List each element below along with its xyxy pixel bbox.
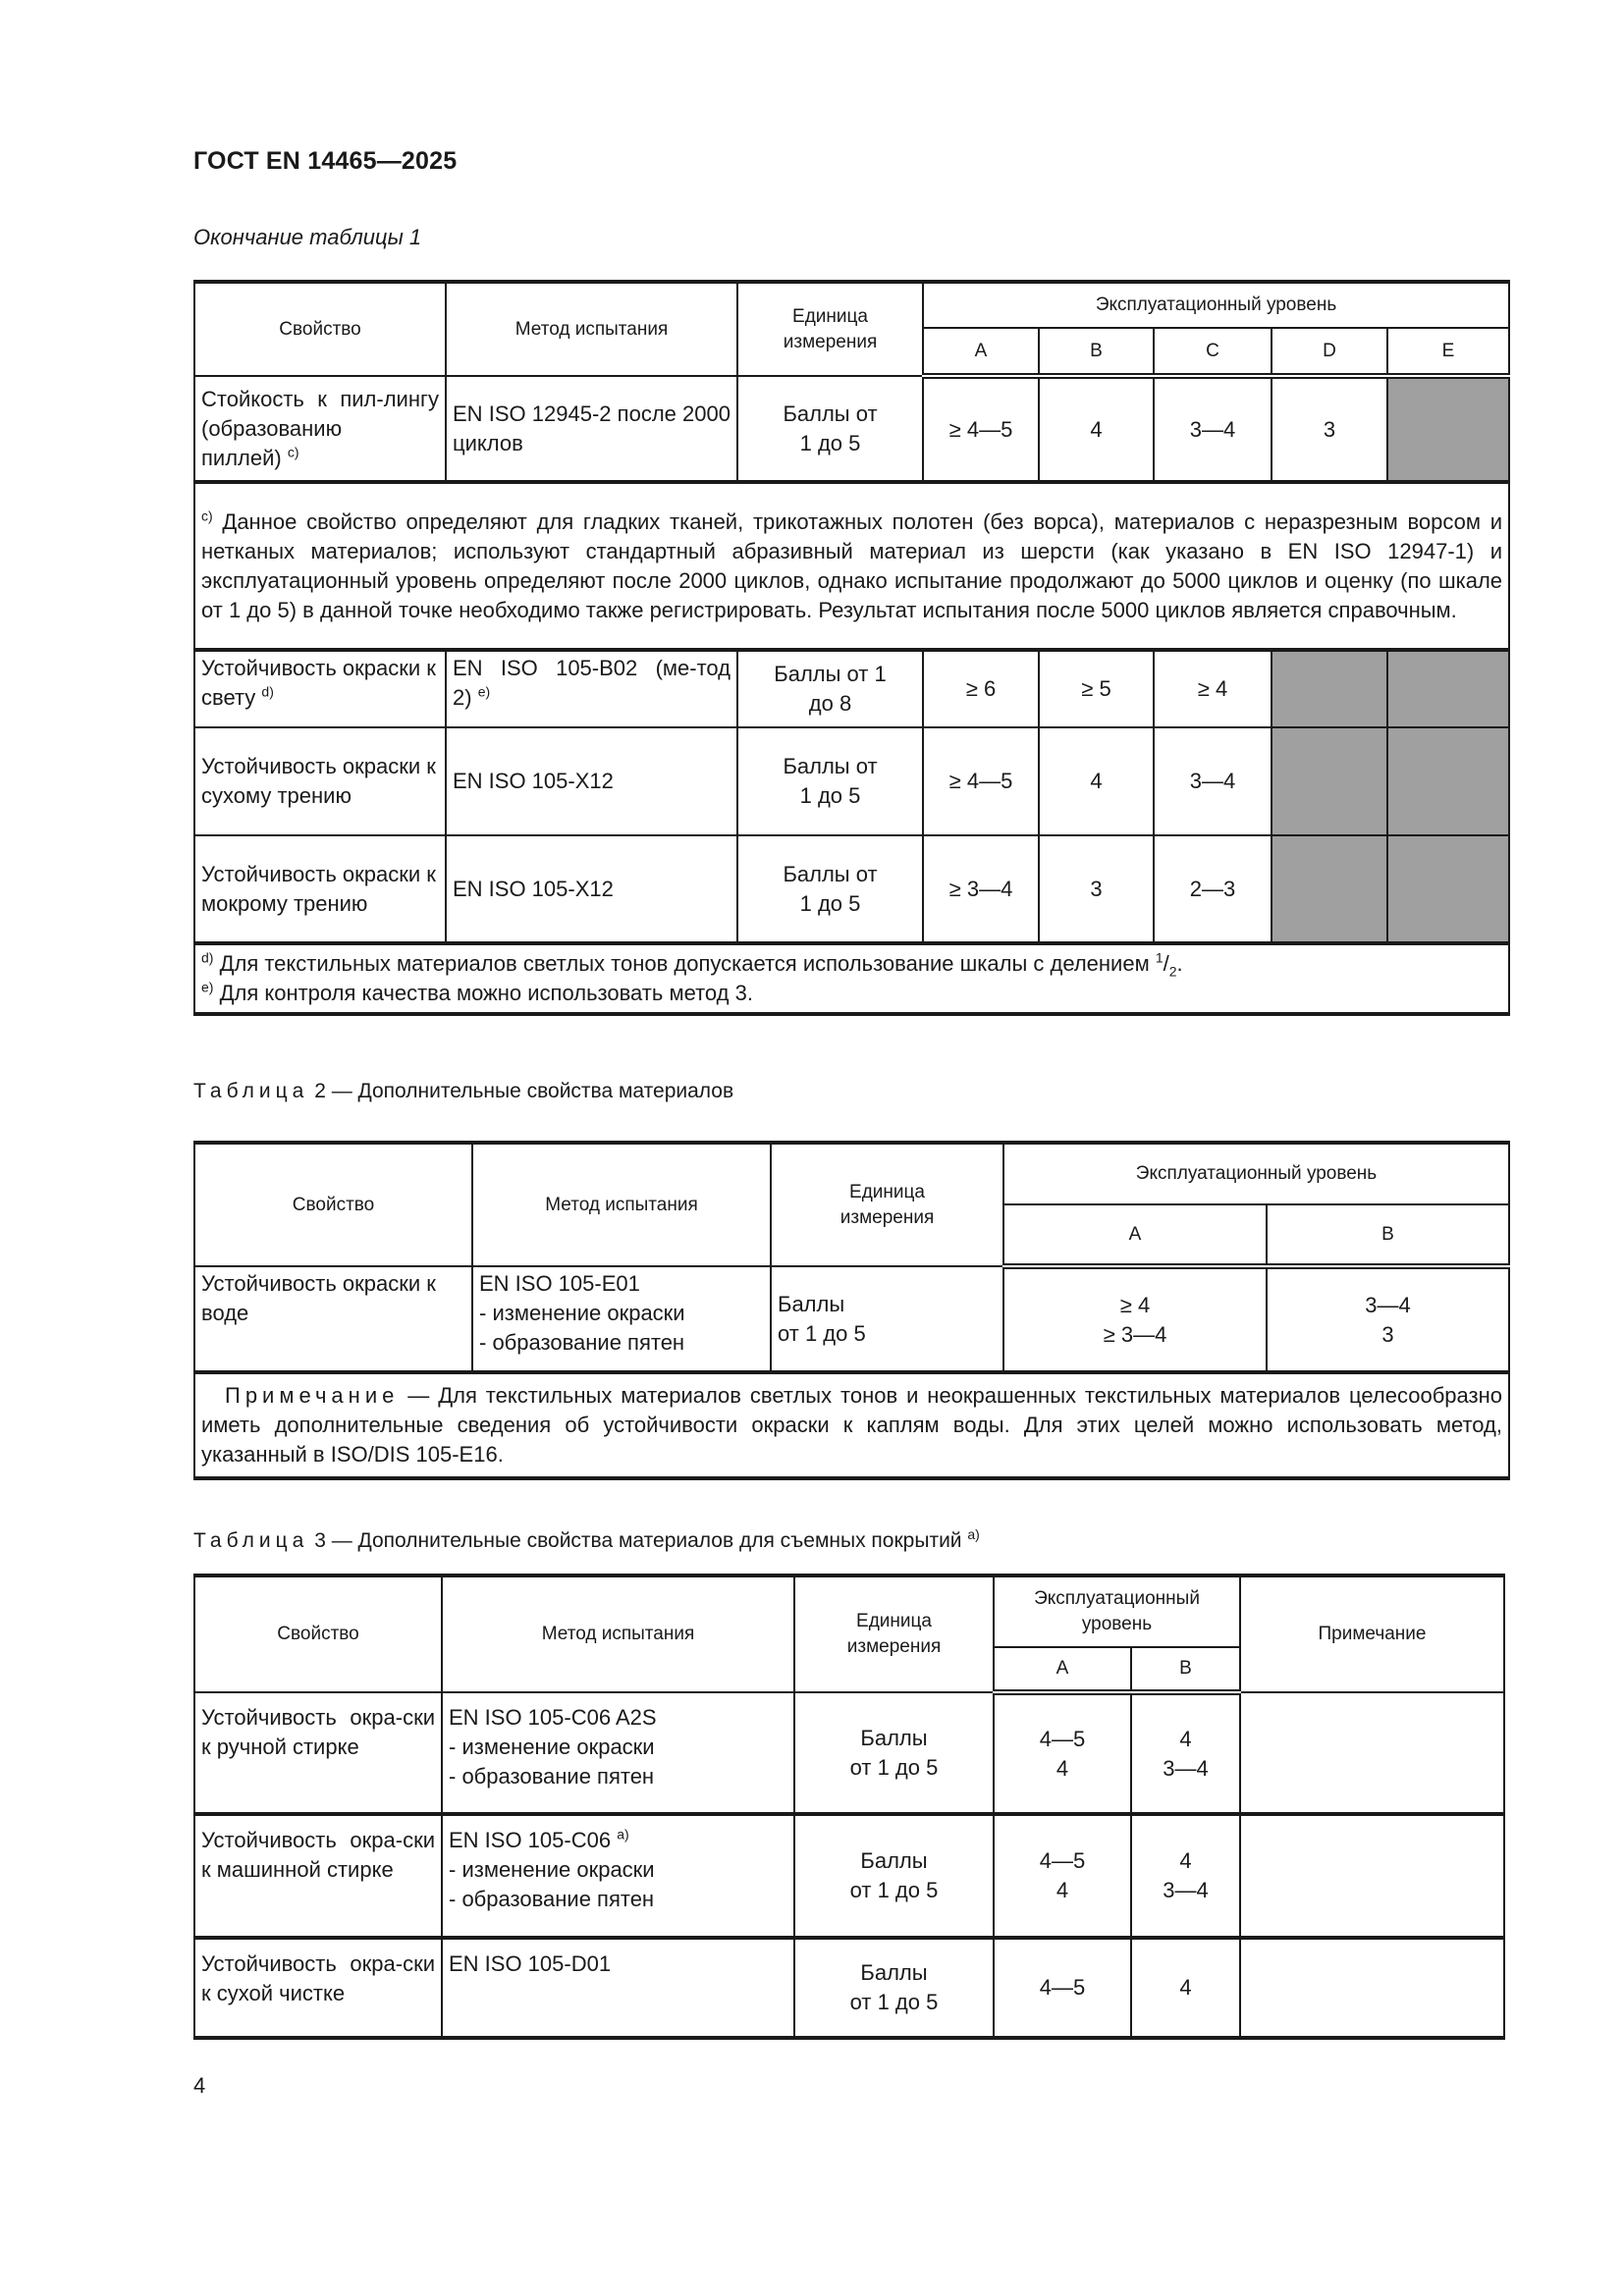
row-property: Устойчивость окра-ски к сухой чистке bbox=[194, 1938, 442, 2038]
row-level-b: ≥ 5 bbox=[1039, 650, 1154, 727]
row-level-b: 4 3—4 bbox=[1131, 1692, 1240, 1814]
row-method: EN ISO 105-X12 bbox=[446, 835, 737, 943]
row-level-d-shaded bbox=[1272, 650, 1387, 727]
table-2-note bbox=[194, 1372, 1509, 1478]
table-row bbox=[194, 835, 1509, 943]
row-level-a: 4—5 4 bbox=[994, 1692, 1131, 1814]
header-level-b: B bbox=[1267, 1204, 1509, 1266]
row-unit: Баллы от 1 до 5 bbox=[737, 727, 923, 835]
table-2-caption: Таблица 2 — Дополнительные свойства материалов bbox=[193, 1080, 734, 1102]
header-level-a: A bbox=[994, 1647, 1131, 1692]
header-unit: Единица измерения bbox=[771, 1143, 1003, 1266]
header-level-c: C bbox=[1154, 328, 1272, 376]
table-row bbox=[194, 376, 1509, 482]
header-level-e: E bbox=[1387, 328, 1509, 376]
footnotes-d-e bbox=[194, 943, 1509, 1014]
row-level-e-shaded bbox=[1387, 650, 1509, 727]
row-unit: Баллы от 1 до 5 bbox=[737, 376, 923, 482]
row-level-a: ≥ 6 bbox=[923, 650, 1039, 727]
row-unit: Баллы от 1 до 5 bbox=[794, 1938, 994, 2038]
footnote-ref: d) bbox=[261, 683, 274, 700]
table-1 bbox=[193, 280, 1510, 1016]
row-property: Устойчивость окраски к свету $^{d)}$ bbox=[194, 650, 446, 727]
header-level-group: Эксплуатационный уровень bbox=[1003, 1143, 1509, 1204]
row-property: Стойкость к пил-лингу (образованию пиллей) $^{c)}$ bbox=[194, 376, 446, 482]
row-unit: Баллы от 1 до 8 bbox=[737, 650, 923, 727]
row-level-c: 3—4 bbox=[1154, 376, 1272, 482]
row-level-b: 4 3—4 bbox=[1131, 1814, 1240, 1938]
footnote-ref: e) bbox=[477, 683, 491, 700]
header-method: Метод испытания bbox=[442, 1575, 794, 1692]
header-level-a: A bbox=[923, 328, 1039, 376]
footnote-d: $^{d)}$ Для текстильных материалов светлых тонов допускается использование шкалы с делением $^1/_2$. bbox=[201, 949, 1183, 980]
table-row bbox=[194, 1938, 1504, 2038]
header-remark: Примечание bbox=[1240, 1575, 1504, 1692]
header-level-a: A bbox=[1003, 1204, 1267, 1266]
row-level-d: 3 bbox=[1272, 376, 1387, 482]
row-level-e-shaded bbox=[1387, 835, 1509, 943]
row-level-b: 4 bbox=[1039, 376, 1154, 482]
row-level-c: 2—3 bbox=[1154, 835, 1272, 943]
row-property: Устойчивость окраски к воде bbox=[194, 1266, 472, 1372]
header-property: Свойство bbox=[194, 1143, 472, 1266]
header-level-group: Эксплуатационный уровень bbox=[994, 1575, 1240, 1647]
row-level-a: 4—5 4 bbox=[994, 1814, 1131, 1938]
table-continuation-caption: Окончание таблицы 1 bbox=[193, 225, 422, 249]
header-level-b: B bbox=[1039, 328, 1154, 376]
row-level-d-shaded bbox=[1272, 727, 1387, 835]
table-2 bbox=[193, 1141, 1510, 1480]
row-unit: Баллы от 1 до 5 bbox=[794, 1692, 994, 1814]
header-level-group: Эксплуатационный уровень bbox=[923, 282, 1509, 328]
header-level-d: D bbox=[1272, 328, 1387, 376]
note-text: — Для текстильных материалов светлых тонов и неокрашенных текстильных материалов целесообразно иметь дополнительные сведения об устойчивости окраски к каплям воды. Для этих целей можно использовать метод, указанный в ISO/DIS 105-E16. bbox=[201, 1383, 1502, 1467]
footnote-ref: c) bbox=[287, 444, 299, 460]
note-label: Примечание bbox=[225, 1383, 400, 1408]
row-method: EN ISO 105-X12 bbox=[446, 727, 737, 835]
header-method: Метод испытания bbox=[472, 1143, 771, 1266]
row-property: Устойчивость окра-ски к ручной стирке bbox=[194, 1692, 442, 1814]
row-level-e-shaded bbox=[1387, 376, 1509, 482]
table-row bbox=[194, 1266, 1509, 1372]
table-3 bbox=[193, 1574, 1505, 2040]
footnote-c: $^{c)}$ Данное свойство определяют для гладких тканей, трикотажных полотен (без ворса), материалов с неразрезным ворсом и нетканых материалов; используют стандартный абразивный материал из шерсти (как указано в EN ISO 12947-1) и эксплуатационный уровень определяют после 2000 циклов, однако испытание продолжают до 5000 циклов и оценку (по шкале от 1 до 5) в данной точке необходимо также регистрировать. Результат испытания после 5000 циклов является справочным. bbox=[194, 482, 1509, 650]
row-level-d-shaded bbox=[1272, 835, 1387, 943]
row-level-a: 4—5 bbox=[994, 1938, 1131, 2038]
table-row bbox=[194, 727, 1509, 835]
header-property: Свойство bbox=[194, 282, 446, 376]
row-remark bbox=[1240, 1938, 1504, 2038]
row-level-b: 4 bbox=[1039, 727, 1154, 835]
row-level-b: 3—4 3 bbox=[1267, 1266, 1509, 1372]
row-level-a: ≥ 4 ≥ 3—4 bbox=[1003, 1266, 1267, 1372]
row-remark bbox=[1240, 1692, 1504, 1814]
row-level-a: ≥ 4—5 bbox=[923, 727, 1039, 835]
row-remark bbox=[1240, 1814, 1504, 1938]
row-property: Устойчивость окра-ски к машинной стирке bbox=[194, 1814, 442, 1938]
row-level-b: 4 bbox=[1131, 1938, 1240, 2038]
row-level-a: ≥ 3—4 bbox=[923, 835, 1039, 943]
header-unit: Единица измерения bbox=[794, 1575, 994, 1692]
row-method: EN ISO 12945-2 после 2000 циклов bbox=[446, 376, 737, 482]
table-row bbox=[194, 1692, 1504, 1814]
header-method: Метод испытания bbox=[446, 282, 737, 376]
row-level-c: ≥ 4 bbox=[1154, 650, 1272, 727]
row-method: EN ISO 105-C06 A2S - изменение окраски - образование пятен bbox=[442, 1692, 794, 1814]
table-3-caption: Таблица 3 — Дополнительные свойства материалов для съемных покрытий $^{a)}$ bbox=[193, 1526, 980, 1552]
row-unit: Баллы от 1 до 5 bbox=[771, 1266, 1003, 1372]
table-row bbox=[194, 650, 1509, 727]
page-number: 4 bbox=[193, 2073, 206, 2098]
row-unit: Баллы от 1 до 5 bbox=[794, 1814, 994, 1938]
row-level-c: 3—4 bbox=[1154, 727, 1272, 835]
fraction-half: $^1/_2$ bbox=[1155, 949, 1177, 980]
row-method: EN ISO 105-D01 bbox=[442, 1938, 794, 2038]
document-title: ГОСТ EN 14465—2025 bbox=[193, 147, 458, 175]
row-property: Устойчивость окраски к мокрому трению bbox=[194, 835, 446, 943]
footnote-ref: a) bbox=[617, 1826, 629, 1842]
footnote-e: $^{e)}$ Для контроля качества можно использовать метод 3. bbox=[201, 979, 753, 1005]
table-row bbox=[194, 1814, 1504, 1938]
row-method: EN ISO 105-B02 (ме-тод 2) $^{e)}$ bbox=[446, 650, 737, 727]
row-property: Устойчивость окраски к сухому трению bbox=[194, 727, 446, 835]
row-method: EN ISO 105-C06 $^{a)}$ - изменение окраски - образование пятен bbox=[442, 1814, 794, 1938]
row-method: EN ISO 105-E01 - изменение окраски - образование пятен bbox=[472, 1266, 771, 1372]
header-unit: Единица измерения bbox=[737, 282, 923, 376]
row-unit: Баллы от 1 до 5 bbox=[737, 835, 923, 943]
header-property: Свойство bbox=[194, 1575, 442, 1692]
row-level-e-shaded bbox=[1387, 727, 1509, 835]
header-level-b: B bbox=[1131, 1647, 1240, 1692]
row-level-a: ≥ 4—5 bbox=[923, 376, 1039, 482]
row-level-b: 3 bbox=[1039, 835, 1154, 943]
